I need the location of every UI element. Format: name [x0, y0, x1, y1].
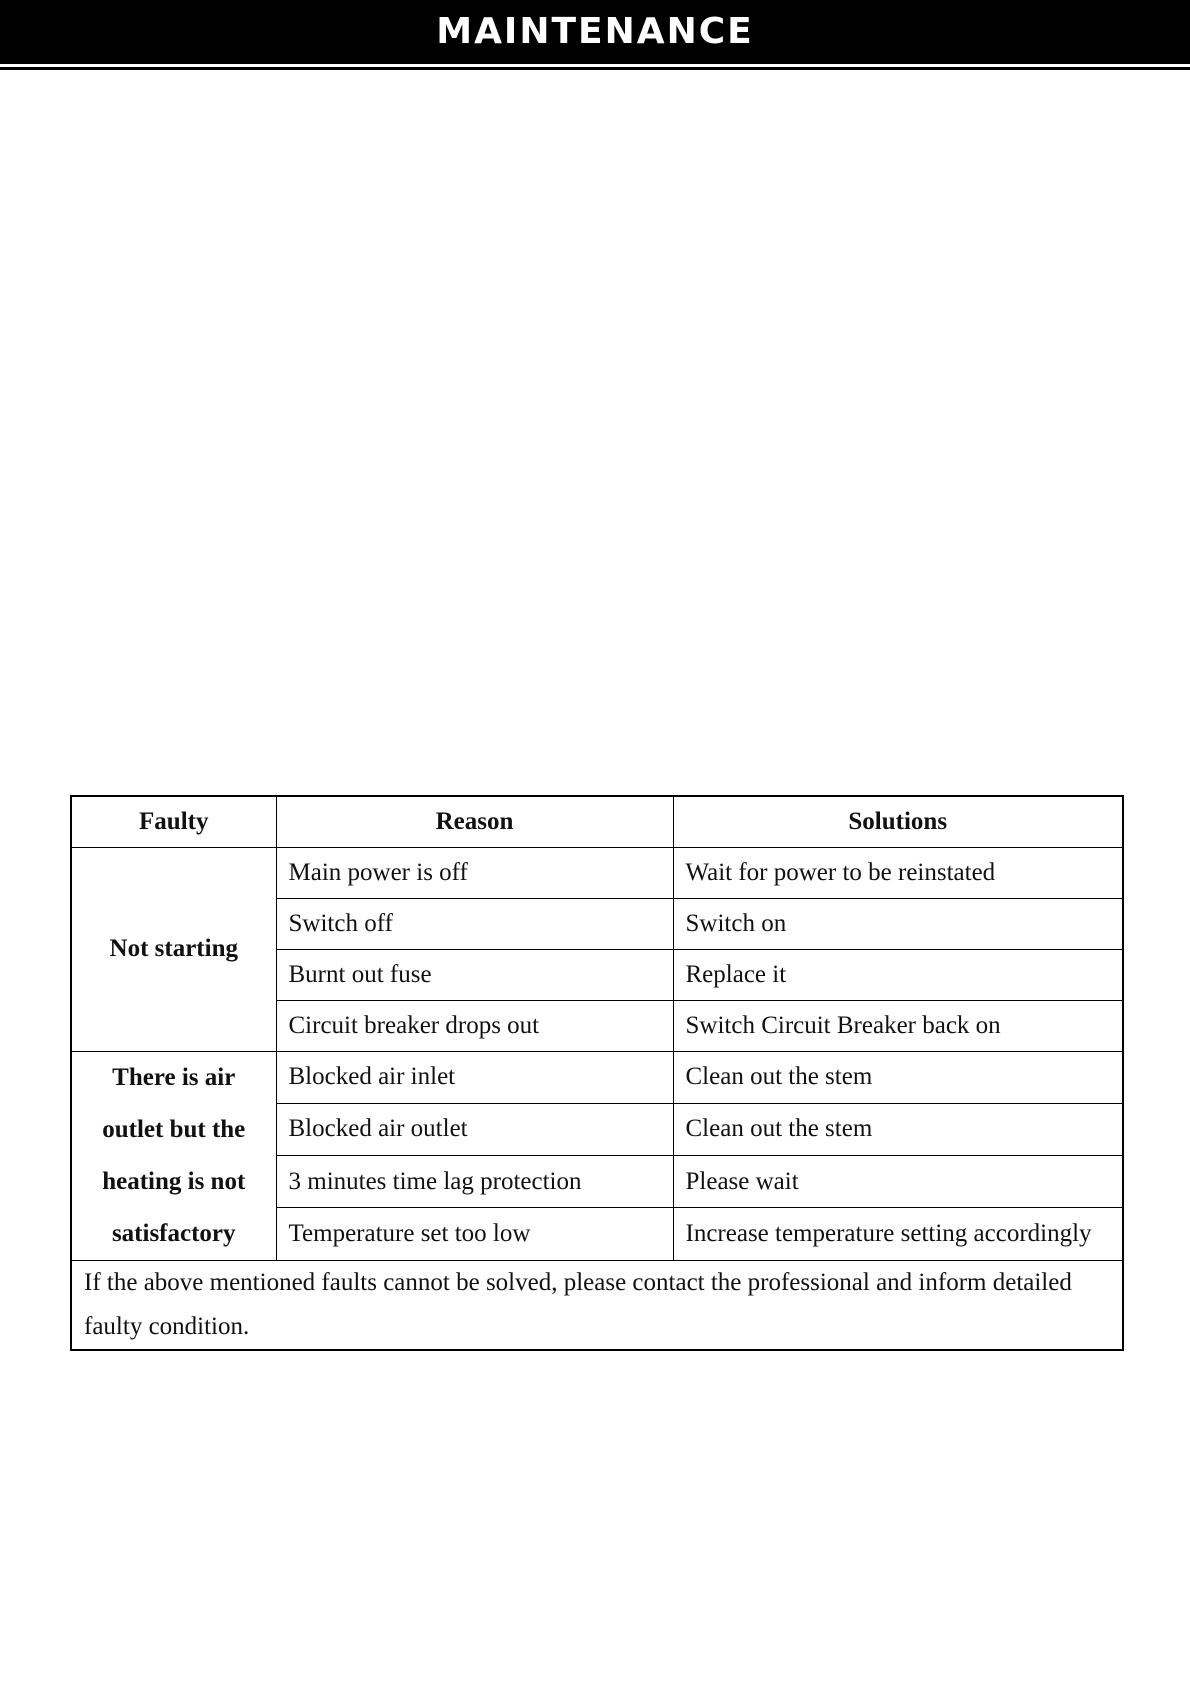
solution-cell: Clean out the stem	[673, 1051, 1123, 1103]
fault-label: There is air outlet but the heating is not satisfactory	[102, 1063, 246, 1247]
solution-cell: Please wait	[673, 1156, 1123, 1208]
reason-cell: Temperature set too low	[276, 1208, 673, 1260]
solution-cell: Increase temperature setting accordingly	[673, 1208, 1123, 1260]
solution-cell: Replace it	[673, 949, 1123, 1000]
page-title: MAINTENANCE	[436, 11, 754, 52]
solution-cell: Wait for power to be reinstated	[673, 847, 1123, 898]
footer-note: If the above mentioned faults cannot be solved, please contact the professional and inform detailed faulty condition.	[71, 1260, 1123, 1350]
table-row	[71, 847, 1123, 898]
table-footer-row	[71, 1260, 1123, 1350]
solution-cell: Switch on	[673, 898, 1123, 949]
reason-cell: Switch off	[276, 898, 673, 949]
column-header-reason: Reason	[276, 796, 673, 847]
reason-cell: Main power is off	[276, 847, 673, 898]
column-header-faulty: Faulty	[71, 796, 276, 847]
solution-cell: Clean out the stem	[673, 1103, 1123, 1155]
reason-cell: 3 minutes time lag protection	[276, 1156, 673, 1208]
fault-label: Not starting	[109, 935, 238, 962]
reason-cell: Circuit breaker drops out	[276, 1000, 673, 1051]
fault-cell-heating-not-satisfactory	[71, 1051, 276, 1260]
reason-cell: Burnt out fuse	[276, 949, 673, 1000]
table-row	[71, 1051, 1123, 1103]
table-header-row	[71, 796, 1123, 847]
reason-cell: Blocked air inlet	[276, 1051, 673, 1103]
header-bar	[0, 0, 1190, 64]
troubleshooting-table	[70, 795, 1124, 1351]
column-header-solutions: Solutions	[673, 796, 1123, 847]
solution-cell: Switch Circuit Breaker back on	[673, 1000, 1123, 1051]
fault-cell-not-starting	[71, 847, 276, 1051]
reason-cell: Blocked air outlet	[276, 1103, 673, 1155]
header-divider	[0, 67, 1190, 70]
